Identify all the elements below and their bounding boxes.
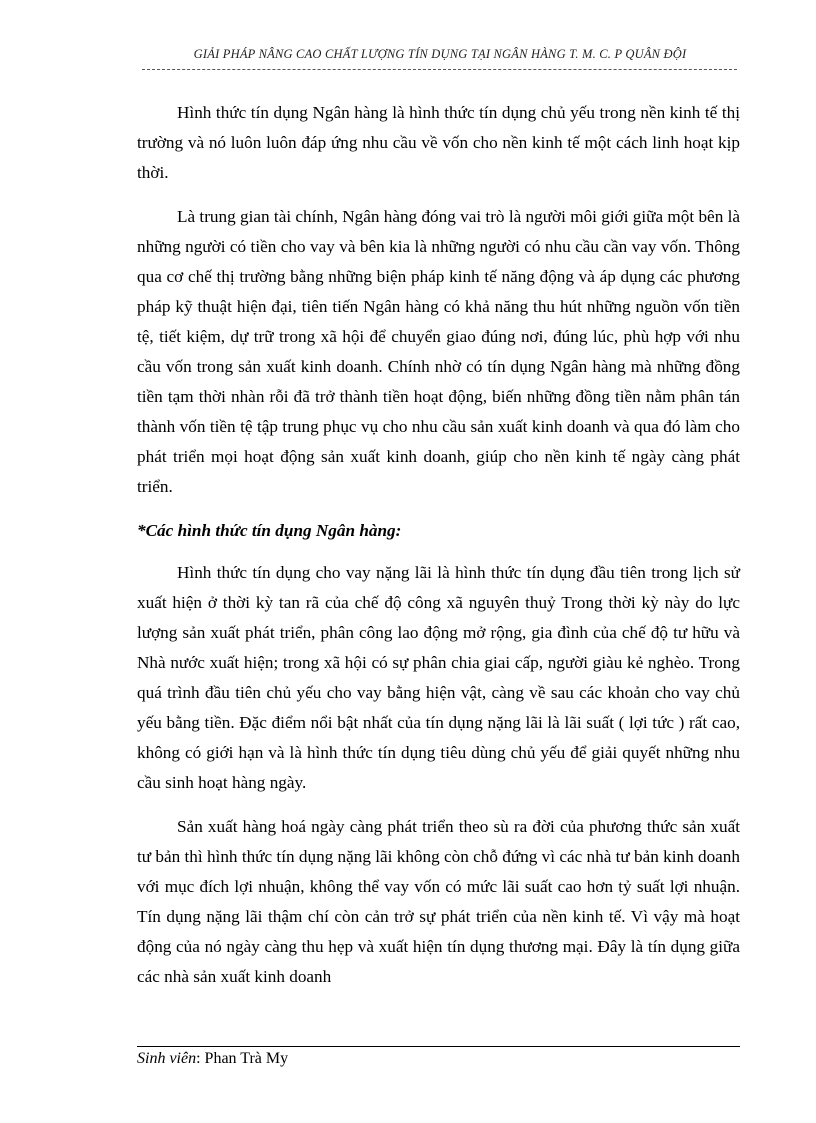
footer-separator: : [196,1050,205,1067]
footer-divider [137,1046,740,1047]
section-heading: *Các hình thức tín dụng Ngân hàng: [137,521,402,540]
paragraph: Là trung gian tài chính, Ngân hàng đóng vai trò là người môi giới giữa một bên là những người có tiền cho vay và bên kia là những người có nhu cầu cần vay vốn. Thông qua cơ chế thị trường bằng những biện pháp kinh tế năng động và áp dụng các phương pháp kỹ thuật hiện đại, tiên tiến Ngân hàng có khả năng thu hút những nguồn vốn tiền tệ, tiết kiệm, dự trữ trong xã hội để chuyển giao đúng nơi, đúng lúc, phù hợp với nhu cầu vốn trong sản xuất kinh doanh. Chính nhờ có tín dụng Ngân hàng mà những đồng tiền tạm thời nhàn rỗi đã trở thành tiền hoạt động, biến những đồng tiền nằm phân tán thành vốn tiền tệ tập trung phục vụ cho nhu cầu sản xuất kinh doanh và qua đó làm cho phát triển mọi hoạt động sản xuất kinh doanh, giúp cho nền kinh tế ngày càng phát triển. [137,207,740,496]
page-footer [137,1050,288,1068]
document-body [137,98,740,1006]
paragraph: Hình thức tín dụng cho vay nặng lãi là hình thức tín dụng đầu tiên trong lịch sử xuất hiện ở thời kỳ tan rã của chế độ công xã nguyên thuỷ Trong thời kỳ này do lực lượng sản xuất phát triển, phân công lao động mở rộng, gia đình của chế độ tư hữu và Nhà nước xuất hiện; trong xã hội có sự phân chia giai cấp, người giàu kẻ nghèo. Trong quá trình đầu tiên chủ yếu cho vay bằng hiện vật, càng về sau các khoản cho vay chủ yếu bằng tiền. Đặc điểm nổi bật nhất của tín dụng nặng lãi là lãi suất ( lợi tức ) rất cao, không có giới hạn và là hình thức tín dụng tiêu dùng chủ yếu để giải quyết những nhu cầu sinh hoạt hàng ngày. [137,563,740,792]
paragraph: Sản xuất hàng hoá ngày càng phát triển theo sù ra đời của phương thức sản xuất tư bản thì hình thức tín dụng nặng lãi không còn chỗ đứng vì các nhà tư bản kinh doanh với mục đích lợi nhuận, không thể vay vốn có mức lãi suất cao hơn tỷ suất lợi nhuận. Tín dụng nặng lãi thậm chí còn cản trở sự phát triển của nền kinh tế. Vì vậy mà hoạt động của nó ngày càng thu hẹp và xuất hiện tín dụng thương mại. Đây là tín dụng giữa các nhà sản xuất kinh doanh [137,817,740,986]
footer-label: Sinh viên [137,1050,197,1067]
student-name: Phan Trà My [204,1050,289,1067]
header-divider [142,69,737,70]
paragraph: Hình thức tín dụng Ngân hàng là hình thức tín dụng chủ yếu trong nền kinh tế thị trường và nó luôn luôn đáp ứng nhu cầu về vốn cho nền kinh tế một cách linh hoạt kịp thời. [137,103,740,182]
running-header: GIẢI PHÁP NÂNG CAO CHẤT LƯỢNG TÍN DỤNG TẠI NGÂN HÀNG T. M. C. P QUÂN ĐỘI [193,47,687,61]
